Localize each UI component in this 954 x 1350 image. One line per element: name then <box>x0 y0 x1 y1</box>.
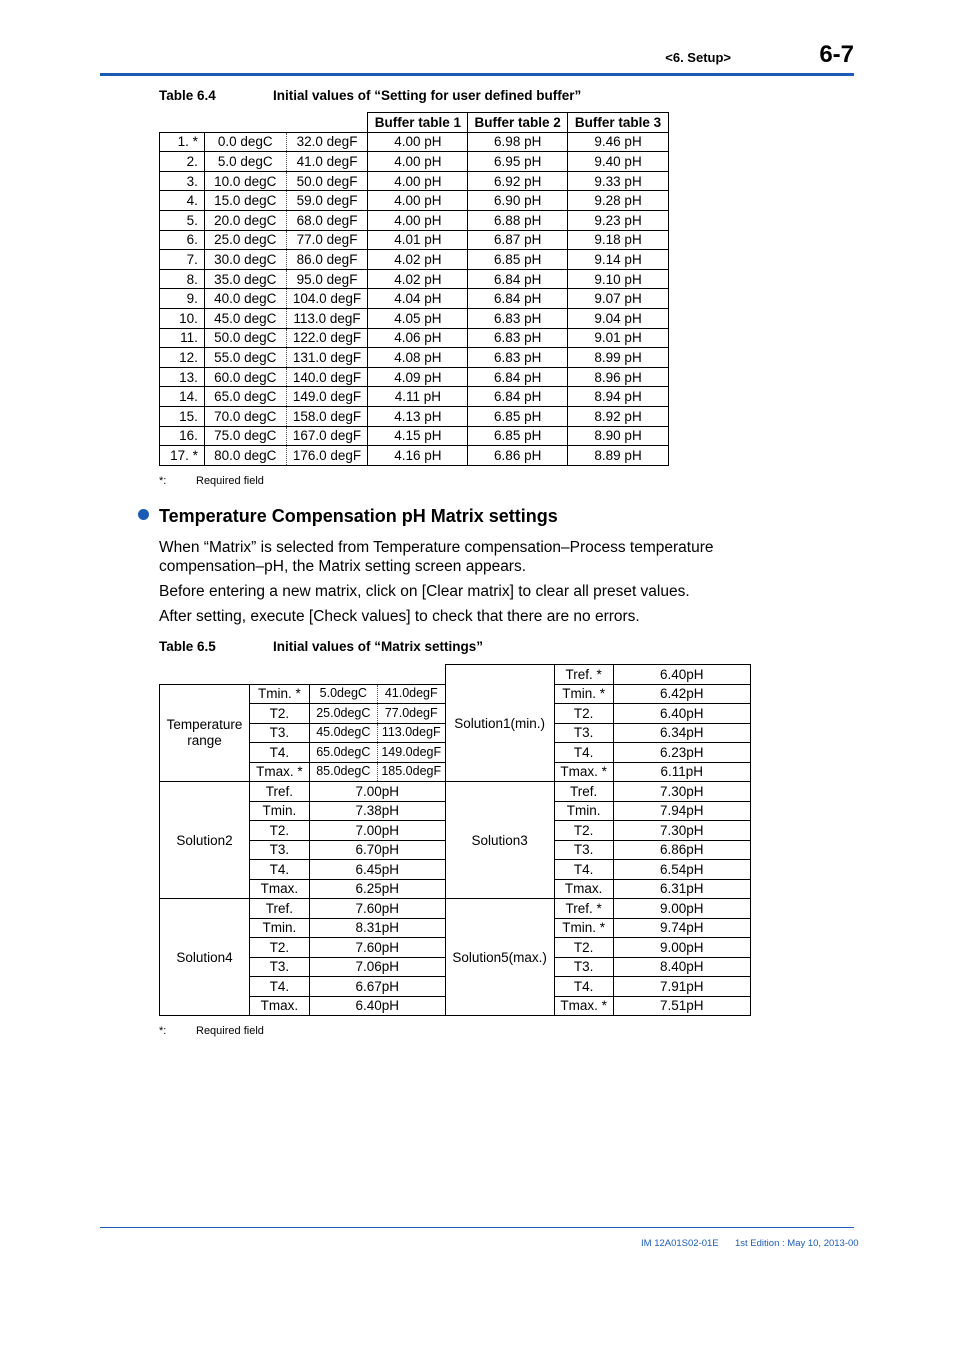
temp-degc: 25.0degC <box>309 704 377 724</box>
point-label: Tref. <box>249 782 309 802</box>
point-label: Tmin. * <box>554 918 613 938</box>
footnote-marker: *: <box>159 1025 167 1037</box>
temp-degc: 75.0 degC <box>204 426 286 446</box>
point-label: Tmax. <box>249 996 309 1016</box>
buffer-3-value: 9.18 pH <box>568 230 669 250</box>
buffer-1-value: 4.00 pH <box>368 191 468 211</box>
temp-degf: 149.0 degF <box>286 387 368 407</box>
buffer-2-value: 6.84 pH <box>468 269 568 289</box>
solution4-label: Solution4 <box>160 899 250 1016</box>
caption-number: Table 6.4 <box>159 88 216 103</box>
buffer-1-value: 4.13 pH <box>368 406 468 426</box>
ph-value: 6.31pH <box>613 879 750 899</box>
point-label: T4. <box>554 977 613 997</box>
temp-degc: 5.0 degC <box>204 152 286 172</box>
row-index: 16. <box>160 426 205 446</box>
header-rule <box>100 73 854 76</box>
temp-degf: 41.0degF <box>377 684 445 704</box>
temp-degf: 167.0 degF <box>286 426 368 446</box>
table-row <box>160 289 669 309</box>
point-label: T2. <box>249 938 309 958</box>
temp-degc: 65.0degC <box>309 743 377 763</box>
ph-value: 6.70pH <box>309 840 445 860</box>
ph-value: 7.51pH <box>613 996 750 1016</box>
buffer-table <box>159 112 669 466</box>
buffer-2-value: 6.90 pH <box>468 191 568 211</box>
temp-degc: 45.0 degC <box>204 308 286 328</box>
table-row <box>160 308 669 328</box>
buffer-1-value: 4.00 pH <box>368 132 468 152</box>
temp-degc: 85.0degC <box>309 762 377 782</box>
blank-cell <box>160 665 446 685</box>
row-index: 6. <box>160 230 205 250</box>
point-label: Tmin. * <box>554 684 613 704</box>
temp-degf: 113.0 degF <box>286 308 368 328</box>
ph-value: 8.40pH <box>613 957 750 977</box>
table-row <box>160 348 669 368</box>
column-header: Buffer table 3 <box>568 113 669 133</box>
ph-value: 7.60pH <box>309 938 445 958</box>
caption-title: Initial values of “Matrix settings” <box>273 639 484 654</box>
edition-date: 1st Edition : May 10, 2013-00 <box>735 1238 859 1249</box>
buffer-2-value: 6.98 pH <box>468 132 568 152</box>
row-index: 12. <box>160 348 205 368</box>
buffer-3-value: 9.01 pH <box>568 328 669 348</box>
table-row <box>160 328 669 348</box>
point-label: Tmin. * <box>249 684 309 704</box>
buffer-1-value: 4.00 pH <box>368 171 468 191</box>
table-row <box>160 250 669 270</box>
point-label: T2. <box>249 704 309 724</box>
ph-value: 6.67pH <box>309 977 445 997</box>
buffer-2-value: 6.86 pH <box>468 446 568 466</box>
temp-degf: 149.0degF <box>377 743 445 763</box>
buffer-2-value: 6.95 pH <box>468 152 568 172</box>
buffer-2-value: 6.83 pH <box>468 348 568 368</box>
buffer-1-value: 4.16 pH <box>368 446 468 466</box>
buffer-3-value: 8.89 pH <box>568 446 669 466</box>
temp-degf: 77.0 degF <box>286 230 368 250</box>
footnote-marker: *: <box>159 475 167 487</box>
bullet-icon <box>138 509 149 520</box>
point-label: T4. <box>554 743 613 763</box>
footer-rule <box>100 1227 854 1228</box>
ph-value: 6.45pH <box>309 860 445 880</box>
table-row <box>160 665 751 685</box>
temp-degf: 95.0 degF <box>286 269 368 289</box>
point-label: Tmax. * <box>249 762 309 782</box>
footnote-text: Required field <box>196 475 264 487</box>
temp-degc: 55.0 degC <box>204 348 286 368</box>
temp-degf: 122.0 degF <box>286 328 368 348</box>
point-label: T3. <box>249 957 309 977</box>
temp-degf: 50.0 degF <box>286 171 368 191</box>
buffer-2-value: 6.85 pH <box>468 250 568 270</box>
section-heading-text: Temperature Compensation pH Matrix settings <box>159 506 558 526</box>
buffer-2-value: 6.87 pH <box>468 230 568 250</box>
section-heading <box>138 506 558 527</box>
buffer-2-value: 6.88 pH <box>468 210 568 230</box>
temp-degc: 20.0 degC <box>204 210 286 230</box>
table-row <box>160 782 751 802</box>
point-label: Tref. * <box>554 899 613 919</box>
ph-value: 6.54pH <box>613 860 750 880</box>
temp-degc: 25.0 degC <box>204 230 286 250</box>
row-index: 2. <box>160 152 205 172</box>
temp-degf: 32.0 degF <box>286 132 368 152</box>
temp-degf: 59.0 degF <box>286 191 368 211</box>
temp-degf: 68.0 degF <box>286 210 368 230</box>
point-label: Tmin. <box>554 801 613 821</box>
section-title: <6. Setup> <box>665 50 731 65</box>
point-label: Tmax. <box>554 879 613 899</box>
buffer-3-value: 9.28 pH <box>568 191 669 211</box>
solution1-label: Solution1(min.) <box>445 665 554 782</box>
temp-degf: 140.0 degF <box>286 367 368 387</box>
table-row <box>160 152 669 172</box>
row-index: 1. * <box>160 132 205 152</box>
temp-degf: 104.0 degF <box>286 289 368 309</box>
temp-degc: 50.0 degC <box>204 328 286 348</box>
buffer-3-value: 9.10 pH <box>568 269 669 289</box>
temperature-range-label: Temperature range <box>160 684 250 782</box>
point-label: T3. <box>554 840 613 860</box>
temp-degc: 70.0 degC <box>204 406 286 426</box>
buffer-3-value: 9.40 pH <box>568 152 669 172</box>
temp-degc: 60.0 degC <box>204 367 286 387</box>
buffer-3-value: 9.04 pH <box>568 308 669 328</box>
ph-value: 7.38pH <box>309 801 445 821</box>
solution2-label: Solution2 <box>160 782 250 899</box>
ph-value: 6.40pH <box>613 704 750 724</box>
solution5-label: Solution5(max.) <box>445 899 554 1016</box>
ph-value: 6.23pH <box>613 743 750 763</box>
point-label: T3. <box>554 957 613 977</box>
column-header: Buffer table 1 <box>368 113 468 133</box>
table-row <box>160 406 669 426</box>
row-index: 13. <box>160 367 205 387</box>
ph-value: 7.00pH <box>309 782 445 802</box>
ph-value: 9.00pH <box>613 938 750 958</box>
caption-title: Initial values of “Setting for user defined buffer” <box>273 88 582 103</box>
temp-degc: 5.0degC <box>309 684 377 704</box>
table-row <box>160 230 669 250</box>
ph-value: 9.00pH <box>613 899 750 919</box>
ph-value: 7.60pH <box>309 899 445 919</box>
table-row <box>160 387 669 407</box>
ph-value: 7.91pH <box>613 977 750 997</box>
buffer-3-value: 8.96 pH <box>568 367 669 387</box>
point-label: T2. <box>554 938 613 958</box>
point-label: T3. <box>249 840 309 860</box>
paragraph-1: When “Matrix” is selected from Temperature compensation–Process temperature compensation–pH, the Matrix setting screen appears. <box>159 539 714 575</box>
paragraph-3: After setting, execute [Check values] to check that there are no errors. <box>159 608 640 625</box>
ph-value: 6.25pH <box>309 879 445 899</box>
row-index: 8. <box>160 269 205 289</box>
ph-value: 7.00pH <box>309 821 445 841</box>
buffer-3-value: 9.07 pH <box>568 289 669 309</box>
buffer-3-value: 8.90 pH <box>568 426 669 446</box>
row-index: 17. * <box>160 446 205 466</box>
table-row <box>160 132 669 152</box>
table-row <box>160 171 669 191</box>
temp-degf: 176.0 degF <box>286 446 368 466</box>
point-label: T4. <box>249 860 309 880</box>
temp-degf: 41.0 degF <box>286 152 368 172</box>
row-index: 11. <box>160 328 205 348</box>
temp-degc: 0.0 degC <box>204 132 286 152</box>
temp-degc: 35.0 degC <box>204 269 286 289</box>
temp-degc: 10.0 degC <box>204 171 286 191</box>
buffer-2-value: 6.84 pH <box>468 367 568 387</box>
table-row <box>160 426 669 446</box>
temp-degc: 15.0 degC <box>204 191 286 211</box>
point-label: Tmax. <box>249 879 309 899</box>
ph-value: 6.11pH <box>613 762 750 782</box>
buffer-2-value: 6.85 pH <box>468 426 568 446</box>
point-label: T3. <box>249 723 309 743</box>
ph-value: 7.94pH <box>613 801 750 821</box>
matrix-table <box>159 664 751 1016</box>
point-label: Tref. * <box>554 665 613 685</box>
buffer-1-value: 4.15 pH <box>368 426 468 446</box>
document-id: IM 12A01S02-01E <box>641 1238 719 1249</box>
buffer-3-value: 9.46 pH <box>568 132 669 152</box>
buffer-2-value: 6.92 pH <box>468 171 568 191</box>
buffer-1-value: 4.11 pH <box>368 387 468 407</box>
point-label: T2. <box>554 821 613 841</box>
table-row <box>160 269 669 289</box>
temp-degc: 40.0 degC <box>204 289 286 309</box>
point-label: Tmin. <box>249 801 309 821</box>
table-row <box>160 899 751 919</box>
buffer-3-value: 8.92 pH <box>568 406 669 426</box>
temp-degf: 77.0degF <box>377 704 445 724</box>
row-index: 9. <box>160 289 205 309</box>
row-index: 14. <box>160 387 205 407</box>
point-label: T4. <box>249 743 309 763</box>
caption-number: Table 6.5 <box>159 639 216 654</box>
page-number: 6-7 <box>819 41 854 68</box>
temp-degf: 158.0 degF <box>286 406 368 426</box>
temp-degf: 131.0 degF <box>286 348 368 368</box>
buffer-2-value: 6.83 pH <box>468 308 568 328</box>
ph-value: 7.30pH <box>613 782 750 802</box>
ph-value: 8.31pH <box>309 918 445 938</box>
buffer-3-value: 8.94 pH <box>568 387 669 407</box>
temp-degc: 80.0 degC <box>204 446 286 466</box>
footnote-text: Required field <box>196 1025 264 1037</box>
solution3-label: Solution3 <box>445 782 554 899</box>
row-index: 5. <box>160 210 205 230</box>
row-index: 15. <box>160 406 205 426</box>
temp-degf: 185.0degF <box>377 762 445 782</box>
ph-value: 6.34pH <box>613 723 750 743</box>
table-row <box>160 446 669 466</box>
ph-value: 6.42pH <box>613 684 750 704</box>
ph-value: 7.30pH <box>613 821 750 841</box>
buffer-1-value: 4.05 pH <box>368 308 468 328</box>
temp-degc: 65.0 degC <box>204 387 286 407</box>
ph-value: 9.74pH <box>613 918 750 938</box>
point-label: T2. <box>554 704 613 724</box>
buffer-1-value: 4.00 pH <box>368 210 468 230</box>
buffer-1-value: 4.01 pH <box>368 230 468 250</box>
row-index: 10. <box>160 308 205 328</box>
temp-degf: 86.0 degF <box>286 250 368 270</box>
point-label: Tmax. * <box>554 996 613 1016</box>
header-row <box>160 113 669 133</box>
row-index: 7. <box>160 250 205 270</box>
buffer-1-value: 4.04 pH <box>368 289 468 309</box>
temp-degc: 45.0degC <box>309 723 377 743</box>
point-label: Tref. <box>554 782 613 802</box>
ph-value: 6.86pH <box>613 840 750 860</box>
buffer-2-value: 6.84 pH <box>468 289 568 309</box>
point-label: Tref. <box>249 899 309 919</box>
point-label: Tmax. * <box>554 762 613 782</box>
buffer-1-value: 4.06 pH <box>368 328 468 348</box>
buffer-2-value: 6.84 pH <box>468 387 568 407</box>
column-header: Buffer table 2 <box>468 113 568 133</box>
ph-value: 6.40pH <box>613 665 750 685</box>
buffer-1-value: 4.00 pH <box>368 152 468 172</box>
temp-degc: 30.0 degC <box>204 250 286 270</box>
point-label: T4. <box>554 860 613 880</box>
buffer-1-value: 4.02 pH <box>368 250 468 270</box>
blank-header-cell <box>160 113 368 133</box>
point-label: T3. <box>554 723 613 743</box>
table-row <box>160 191 669 211</box>
buffer-3-value: 9.14 pH <box>568 250 669 270</box>
buffer-3-value: 8.99 pH <box>568 348 669 368</box>
point-label: Tmin. <box>249 918 309 938</box>
buffer-1-value: 4.09 pH <box>368 367 468 387</box>
buffer-1-value: 4.08 pH <box>368 348 468 368</box>
ph-value: 7.06pH <box>309 957 445 977</box>
buffer-2-value: 6.83 pH <box>468 328 568 348</box>
row-index: 4. <box>160 191 205 211</box>
buffer-3-value: 9.23 pH <box>568 210 669 230</box>
ph-value: 6.40pH <box>309 996 445 1016</box>
paragraph-2: Before entering a new matrix, click on [Clear matrix] to clear all preset values. <box>159 583 690 600</box>
buffer-3-value: 9.33 pH <box>568 171 669 191</box>
buffer-1-value: 4.02 pH <box>368 269 468 289</box>
table-row <box>160 210 669 230</box>
temp-degf: 113.0degF <box>377 723 445 743</box>
buffer-2-value: 6.85 pH <box>468 406 568 426</box>
point-label: T2. <box>249 821 309 841</box>
row-index: 3. <box>160 171 205 191</box>
table-row <box>160 367 669 387</box>
point-label: T4. <box>249 977 309 997</box>
